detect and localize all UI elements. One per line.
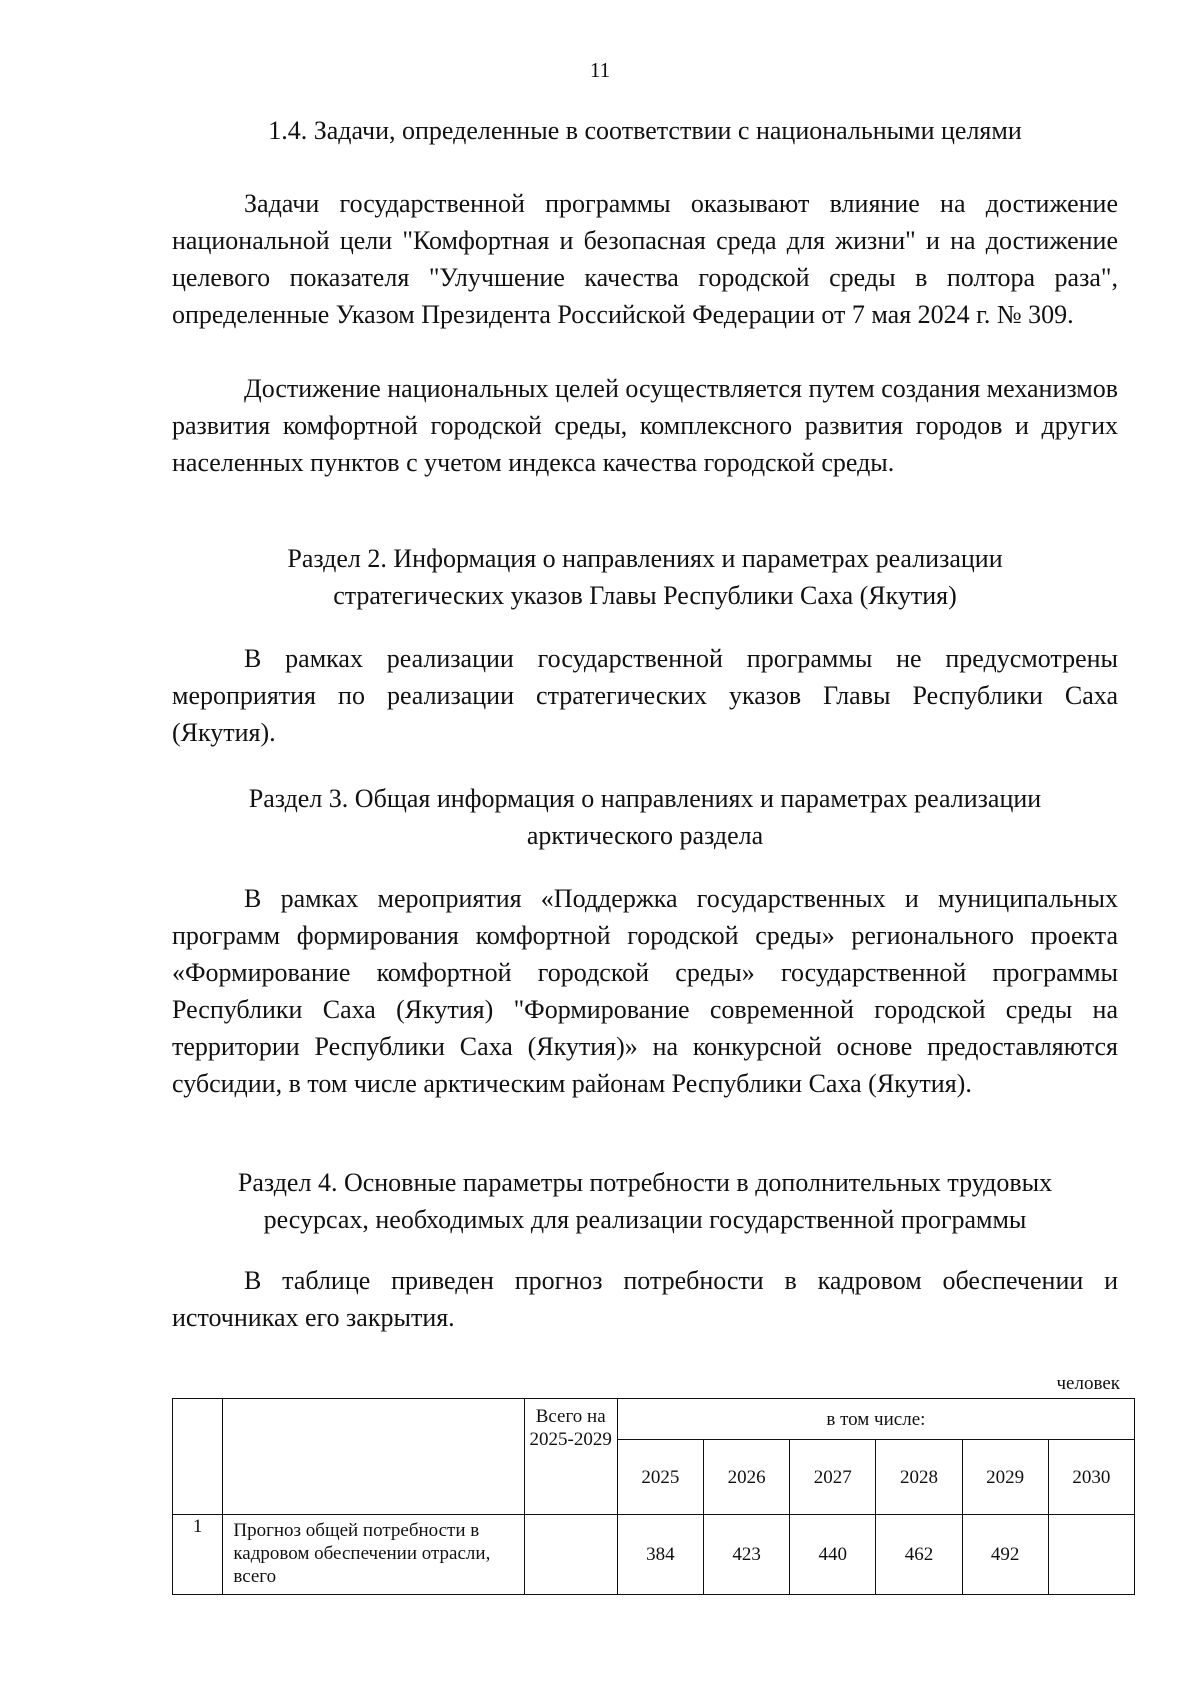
section-4-paragraph: В таблице приведен прогноз потребности в кадровом обеспечении и источниках его закрытия. [172,1266,1118,1332]
section-1-4-paragraph-2: Достижение национальных целей осуществляется путем создания механизмов развития комфортной городской среды, комплексного развития городов и других населенных пунктов с учетом индекса качества городской среды. [172,374,1118,477]
section-1-4-paragraph-1: Задачи государственной программы оказывают влияние на достижение национальной цели "Комфортная и безопасная среда для жизни" и на достижение целевого показателя "Улучшение качества городской среды в полтора раза", определенные Указом Президента Российской Федерации от 7 мая 2024 г. № 309. [172,189,1118,329]
section-4-heading [172,1164,1118,1238]
row-value-2029: 492 [962,1515,1048,1595]
header-year-2026: 2026 [703,1440,789,1515]
header-label-cell [223,1399,524,1515]
row-value-2027: 440 [790,1515,876,1595]
row-value-2030 [1048,1515,1134,1595]
table-units-label: человек [1056,1373,1120,1394]
row-value-2028: 462 [876,1515,962,1595]
section-2-heading-line-1: Раздел 2. Информация о направлениях и параметрах реализации [287,544,1003,573]
section-4-heading-line-1: Раздел 4. Основные параметры потребности в дополнительных трудовых [237,1168,1053,1197]
table-header-row [173,1399,1135,1440]
header-year-2028: 2028 [876,1440,962,1515]
table-row [173,1515,1135,1595]
header-year-2029: 2029 [962,1440,1048,1515]
header-year-2030: 2030 [1048,1440,1134,1515]
row-total-cell [524,1515,617,1595]
row-label-cell: Прогноз общей потребности в кадровом обеспечении отрасли, всего [223,1515,524,1595]
row-value-2025: 384 [617,1515,703,1595]
section-4-heading-line-2: ресурсах, необходимых для реализации государственной программы [263,1205,1027,1234]
page-number: 11 [589,58,611,82]
header-year-2025: 2025 [617,1440,703,1515]
section-2-heading-line-2: стратегических указов Главы Республики Саха (Якутия) [333,581,957,610]
header-year-2027: 2027 [790,1440,876,1515]
section-3-heading [172,780,1118,854]
section-2-heading [172,540,1118,614]
row-number-cell: 1 [173,1515,223,1595]
section-1-4-heading: 1.4. Задачи, определенные в соответствии с национальными целями [268,116,1022,145]
section-2-paragraph: В рамках реализации государственной программы не предусмотрены мероприятия по реализации стратегических указов Главы Республики Саха (Якутия). [172,644,1118,747]
header-including-cell: в том числе: [617,1399,1134,1440]
section-3-heading-line-2: арктического раздела [526,821,764,850]
header-total-cell: Всего на 2025-2029 [524,1399,617,1515]
staffing-forecast-table [172,1398,1135,1595]
section-3-heading-line-1: Раздел 3. Общая информация о направлениях и параметрах реализации [248,784,1042,813]
header-number-cell [173,1399,223,1515]
row-value-2026: 423 [703,1515,789,1595]
section-3-paragraph: В рамках мероприятия «Поддержка государственных и муниципальных программ формирования комфортной городской среды» регионального проекта «Формирование комфортной городской среды» государственной программы Республики Саха (Якутия) "Формирование современной городской среды на территории Республики Саха (Якутия)» на конкурсной основе предоставляются субсидии, в том числе арктическим районам Республики Саха (Якутия). [172,884,1118,1098]
